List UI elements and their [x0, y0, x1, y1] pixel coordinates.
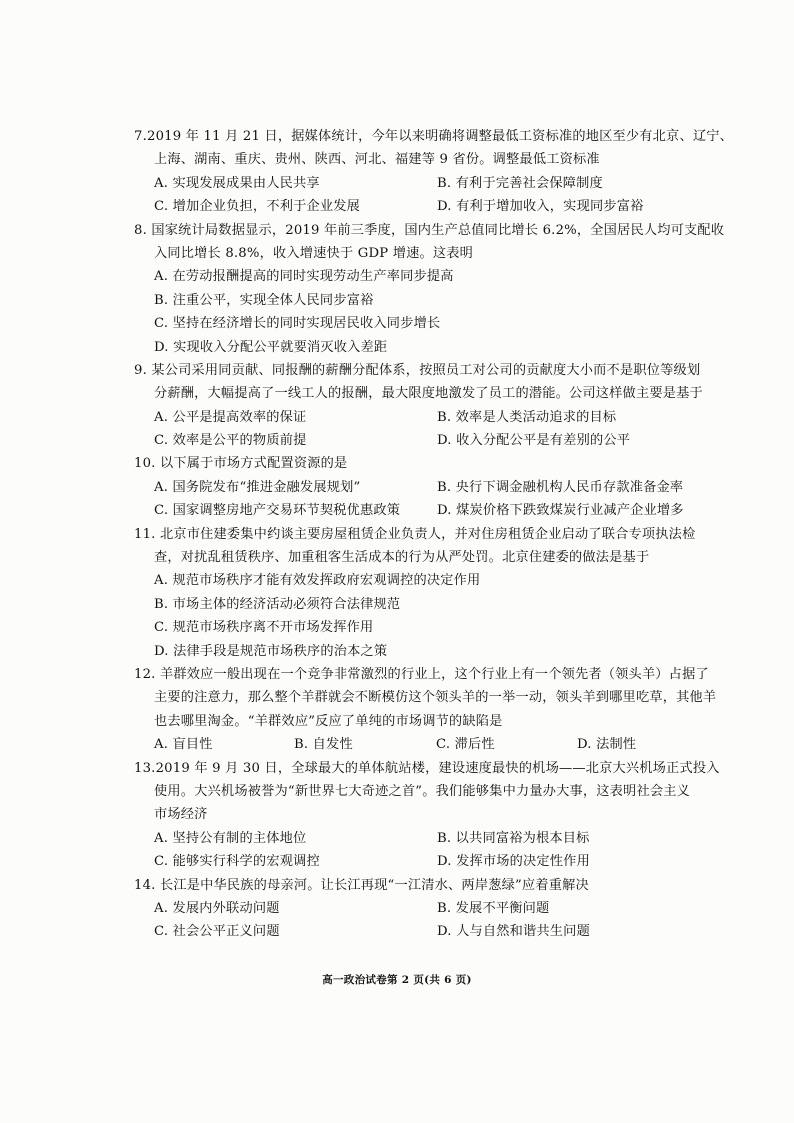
question-stem-line: 入同比增长 8.8%，收入增速快于 GDP 增速。这表明	[154, 245, 474, 261]
option-b: B. 自发性	[294, 737, 353, 753]
options	[134, 569, 734, 663]
option-c: C. 滞后性	[436, 737, 495, 753]
option-a: A. 实现发展成果由人民共享	[154, 175, 320, 191]
option-a: A. 规范市场秩序才能有效发挥政府宏观调控的决定作用	[154, 573, 481, 589]
question-stem-line: 主要的注意力，那么整个羊群就会不断模仿这个领头羊的一举一动，领头羊到哪里吃草，其他羊	[154, 690, 717, 706]
question-7	[134, 125, 734, 219]
option-d: D. 法制性	[577, 737, 637, 753]
question-stem-line: 也去哪里淘金。“羊群效应”反应了单纯的市场调节的缺陷是	[154, 713, 503, 729]
question-stem-line: 使用。大兴机场被誉为“新世界七大奇迹之首”。我们能够集中力量办大事，这表明社会主义	[154, 783, 690, 799]
option-b: B. 以共同富裕为根本目标	[437, 830, 590, 846]
option-d: D. 煤炭价格下跌致煤炭行业减产企业增多	[437, 503, 684, 519]
question-9	[134, 359, 734, 453]
question-12	[134, 663, 734, 757]
question-13	[134, 757, 734, 874]
options	[134, 265, 734, 359]
option-a: A. 在劳动报酬提高的同时实现劳动生产率同步提高	[154, 269, 454, 285]
question-stem-line: 9. 某公司采用同贡献、同报酬的薪酬分配体系，按照员工对公司的贡献度大小而不是职位等级划	[134, 362, 701, 378]
question-stem-line: 查，对扰乱租赁秩序、加重租客生活成本的行为从严处罚。北京住建委的做法是基于	[154, 550, 650, 566]
option-a: A. 发展内外联动问题	[154, 900, 280, 916]
option-d: D. 实现收入分配公平就要消灭收入差距	[154, 339, 388, 355]
question-11	[134, 523, 734, 663]
options	[134, 172, 734, 219]
option-d: D. 发挥市场的决定性作用	[437, 854, 590, 870]
question-stem-line: 市场经济	[154, 807, 208, 823]
option-c: C. 效率是公平的物质前提	[154, 433, 307, 449]
option-b: B. 有利于完善社会保障制度	[437, 175, 603, 191]
option-c: C. 能够实行科学的宏观调控	[154, 854, 320, 870]
option-b: B. 效率是人类活动追求的目标	[437, 409, 617, 425]
question-stem-line: 12. 羊群效应一般出现在一个竞争非常激烈的行业上，这个行业上有一个领先者（领头羊）占据了	[134, 666, 709, 682]
options	[134, 733, 734, 756]
option-c: C. 坚持在经济增长的同时实现居民收入同步增长	[154, 316, 441, 332]
options	[134, 897, 734, 944]
option-d: D. 有利于增加收入，实现同步富裕	[437, 199, 644, 215]
option-a: A. 盲目性	[154, 737, 213, 753]
option-a: A. 国务院发布“推进金融发展规划”	[154, 479, 361, 495]
option-d: D. 人与自然和谐共生问题	[437, 924, 590, 940]
option-b: B. 市场主体的经济活动必须符合法律规范	[154, 596, 401, 612]
question-10	[134, 452, 734, 522]
page-footer: 高一政治试卷第 2 页(共 6 页)	[322, 974, 472, 986]
question-stem-line: 7.2019 年 11 月 21 日，据媒体统计，今年以来明确将调整最低工资标准的地区至少有北京、辽宁、	[134, 129, 733, 144]
option-b: B. 发展不平衡问题	[437, 900, 550, 916]
question-stem-line: 分薪酬，大幅提高了一线工人的报酬，最大限度地激发了员工的潜能。公司这样做主要是基于	[154, 386, 703, 402]
option-a: A. 坚持公有制的主体地位	[154, 830, 307, 846]
question-stem-line: 11. 北京市住建委集中约谈主要房屋租赁企业负责人，并对住房租赁企业启动了联合专项执法检	[134, 526, 696, 542]
option-d: D. 法律手段是规范市场秩序的治本之策	[154, 643, 388, 659]
question-stem-line: 13.2019 年 9 月 30 日，全球最大的单体航站楼，建设速度最快的机场——北京大兴机场正式投入	[134, 760, 720, 776]
option-b: B. 注重公平，实现全体人民同步富裕	[154, 292, 374, 308]
options	[134, 476, 734, 523]
question-stem-line: 14. 长江是中华民族的母亲河。让长江再现“一江清水、两岸葱绿”应着重解决	[134, 877, 589, 893]
question-14	[134, 874, 734, 944]
option-c: C. 增加企业负担，不利于企业发展	[154, 199, 361, 215]
question-stem-line: 上海、湖南、重庆、贵州、陕西、河北、福建等 9 省份。调整最低工资标准	[154, 152, 600, 168]
option-a: A. 公平是提高效率的保证	[154, 409, 307, 425]
question-list	[134, 125, 734, 944]
option-b: B. 央行下调金融机构人民币存款准备金率	[437, 479, 684, 495]
options	[134, 406, 734, 453]
option-c: C. 社会公平正义问题	[154, 924, 280, 940]
option-c: C. 规范市场秩序离不开市场发挥作用	[154, 620, 374, 636]
option-d: D. 收入分配公平是有差别的公平	[437, 433, 631, 449]
question-stem-line: 8. 国家统计局数据显示，2019 年前三季度，国内生产总值同比增长 6.2%，全国居民人均可支配收	[134, 222, 725, 238]
question-stem-line: 10. 以下属于市场方式配置资源的是	[134, 456, 348, 472]
options	[134, 827, 734, 874]
question-8	[134, 219, 734, 359]
option-c: C. 国家调整房地产交易环节契税优惠政策	[154, 503, 401, 519]
